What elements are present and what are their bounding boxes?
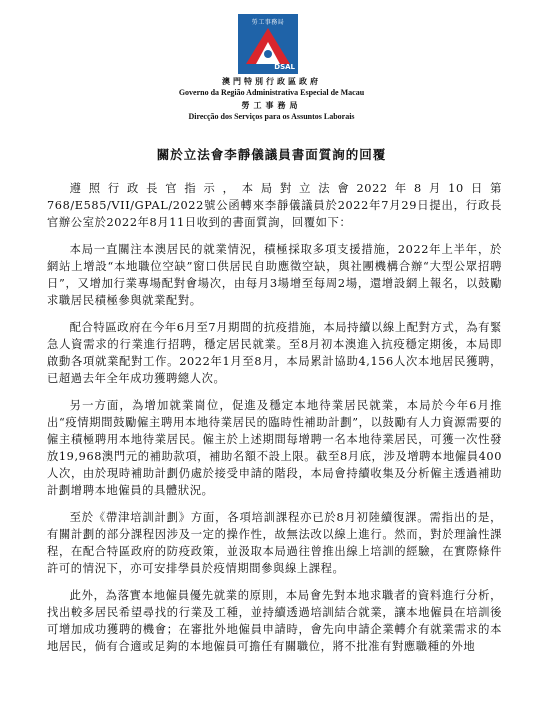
paragraph: 遵照行政長官指示，本局對立法會2022年8月10日第768/E585/VII/GPAL/2022號公函轉來李靜儀議員於2022年7月29日提出，行政長官辦公室於2022年8月11日收到的書面質詢，回覆如下：	[47, 182, 502, 229]
logo-emblem	[238, 14, 298, 74]
paragraph: 此外，為落實本地僱員優先就業的原則，本局會先對本地求職者的資料進行分析，找出較多居民希望尋找的行業及工種，並持續透過培訓結合就業，讓本地僱員在培訓後可增加成功獲聘的機會；在審批外地僱員申請時，會先向申請企業轉介有就業需求的本地居民，倘有合適或足夠的本地僱員可擔任有關職位，將不批准有對應職種的外地	[47, 589, 502, 653]
logo-bottom-text: DSAL	[274, 63, 295, 71]
paragraph: 本局一直關注本澳居民的就業情況，積極採取多項支援措施，2022年上半年，於網站上增設“本地職位空缺”窗口供居民自助應徵空缺，與社團機構合辦“大型公眾招聘日”，又增加行業專場配對會場次，由每月3場增至每周2場，還增設網上報名，以鼓勵求職居民積極參與就業配對。	[47, 243, 502, 307]
paragraph: 至於《帶津培訓計劃》方面，各項培訓課程亦已於8月初陸續復課。需指出的是，有關計劃的部分課程因涉及一定的操作性，故無法改以線上進行。然而，對於理論性課程，在配合特區政府的防疫政策，並汲取本局過往曾推出線上培訓的經驗，在實際條件許可的情況下，亦可安排學員於疫情期間參與線上課程。	[47, 511, 502, 575]
gov-name-zh: 澳門特別行政區政府	[222, 76, 321, 86]
dsal-logo	[238, 14, 298, 74]
gov-name-pt: Governo da Região Administrativa Especial de Macau	[178, 88, 365, 97]
dept-name-zh: 勞工事務局	[241, 100, 302, 110]
logo-top-text: 勞工事務局	[251, 19, 285, 26]
dept-name-pt: Direcção dos Serviços para os Assuntos Laborais	[188, 112, 355, 121]
paragraph: 配合特區政府在今年6月至7月期間的抗疫措施，本局持續以線上配對方式，為有緊急人資需求的行業進行招聘，穩定居民就業。至8月初本澳進入抗疫穩定期後，本局即啟動各項就業配對工作。2022年1月至8月，本局累計協助4,156人次本地居民獲聘，已超過去年全年成功獲聘總人次。	[47, 321, 502, 385]
paragraph: 另一方面，為增加就業崗位，促進及穩定本地待業居民就業，本局於今年6月推出“疫情期間鼓勵僱主聘用本地待業居民的臨時性補助計劃”，以鼓勵有人力資源需要的僱主積極聘用本地待業居民。僱主於上述期間每增聘一名本地待業居民，可獲一次性發放19,968澳門元的補助款項，補助名額不設上限。截至8月底，涉及增聘本地僱員400人次，由於現時補助計劃仍處於接受申請的階段，本局會持續收集及分析僱主透過補助計劃增聘本地僱員的具體狀況。	[47, 399, 502, 497]
document-body	[47, 180, 502, 665]
document-title: 關於立法會李靜儀議員書面質詢的回覆	[156, 147, 387, 162]
letterhead	[0, 76, 543, 122]
